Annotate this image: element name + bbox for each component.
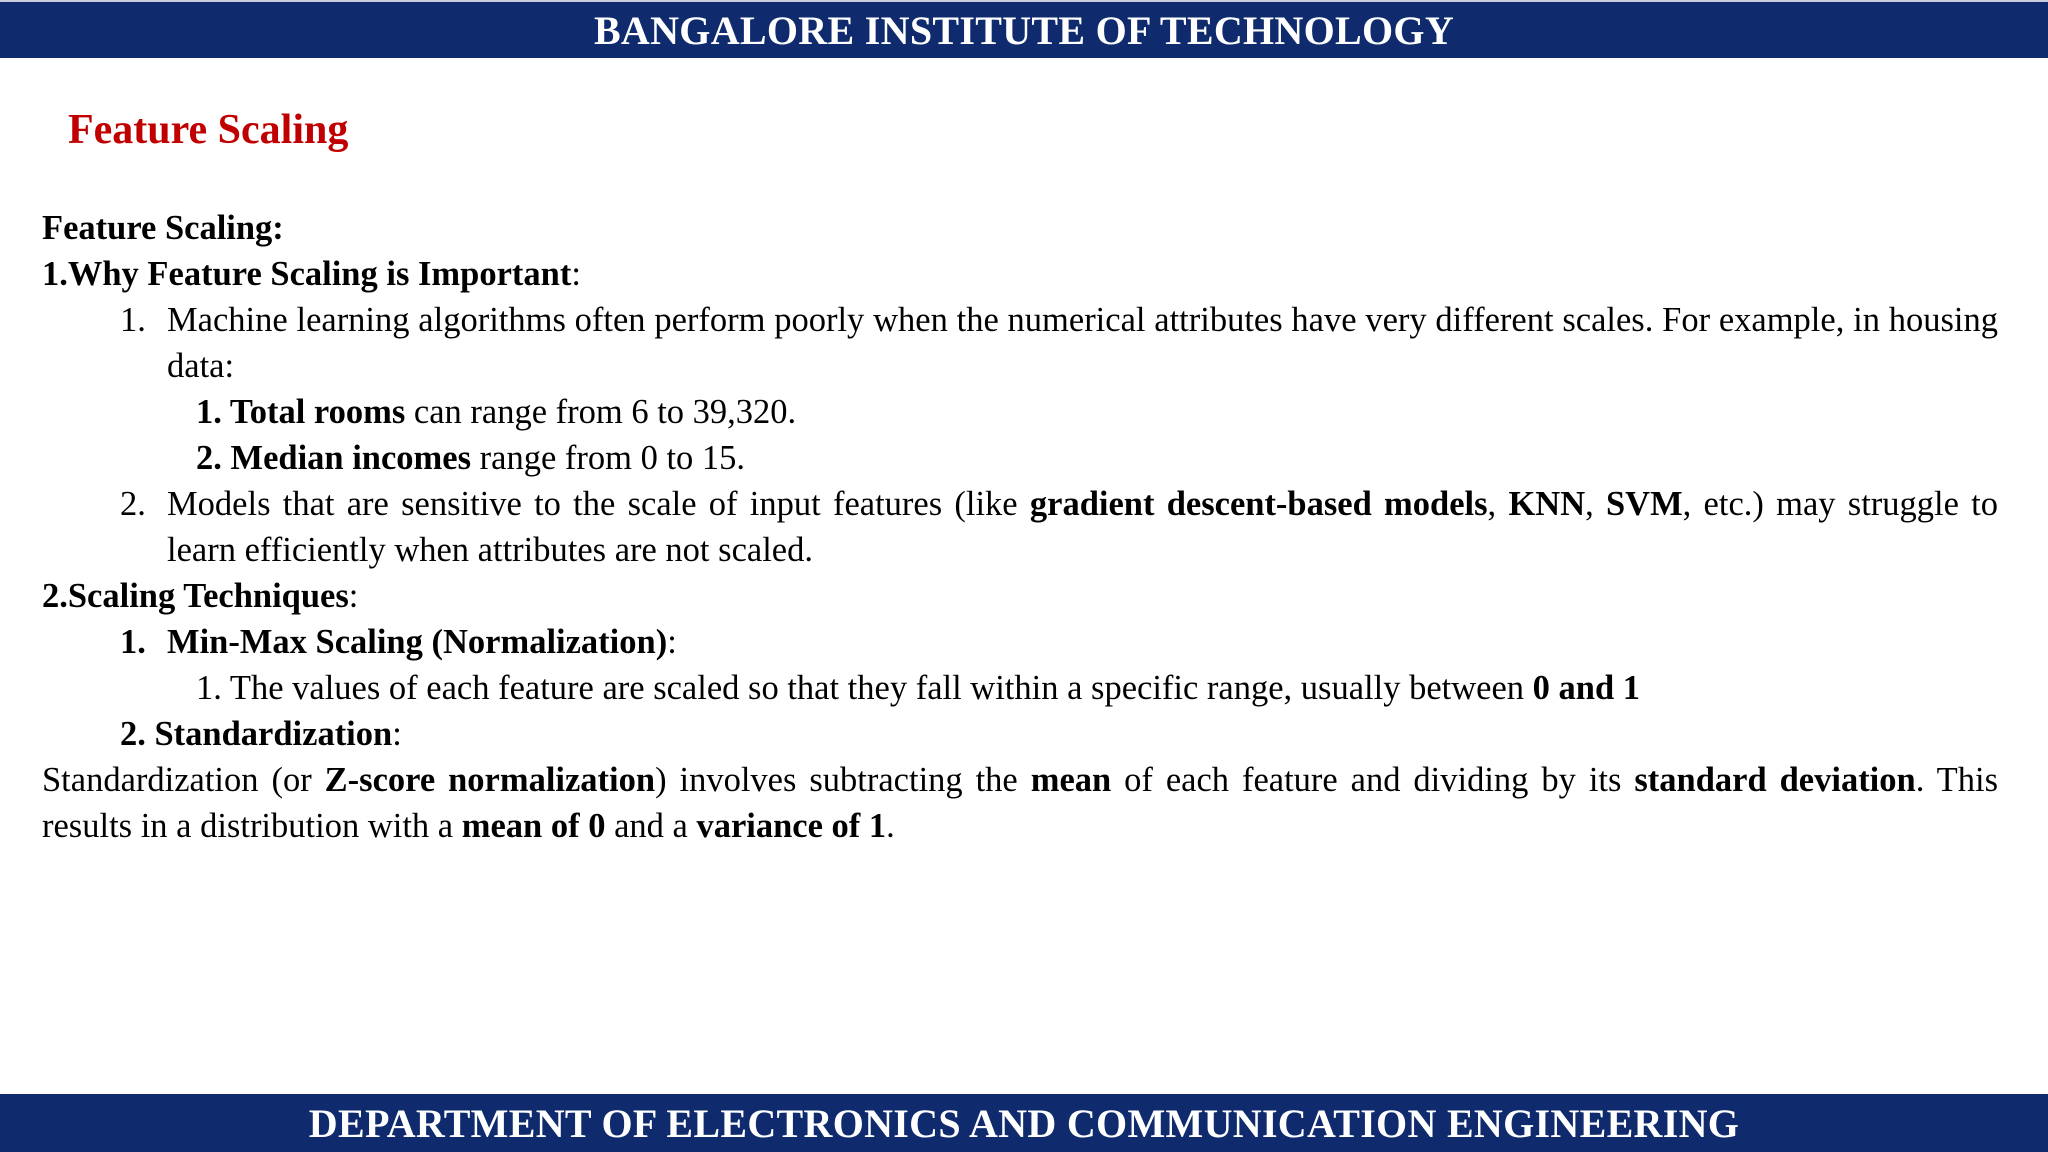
std-t2: ) involves subtracting the: [655, 761, 1031, 799]
total-rooms-text: can range from 6 to 39,320.: [405, 393, 797, 431]
item2-bold-svm: SVM: [1606, 485, 1683, 523]
body-heading: Feature Scaling:: [42, 209, 284, 247]
min-max-point: [42, 665, 1998, 711]
median-incomes-label: 2. Median incomes: [196, 439, 472, 477]
section1-heading: [42, 251, 1998, 297]
section1-colon: :: [571, 255, 581, 293]
item2-text-a: Models that are sensitive to the scale of input features (like: [167, 485, 1030, 523]
tech1-colon: :: [667, 623, 677, 661]
min-max-point-text: 1. The values of each feature are scaled so that they fall within a specific range, usually between: [196, 669, 1533, 707]
example-total-rooms: [42, 389, 1998, 435]
tech1-name: Min-Max Scaling (Normalization): [167, 623, 668, 661]
item1-number: 1.: [120, 301, 146, 339]
section1-item-2: [42, 481, 1998, 573]
tech1-number: 1.: [120, 623, 146, 661]
tech2-colon: :: [392, 715, 402, 753]
std-zscore: Z-score normalization: [324, 761, 656, 799]
std-t3: of each feature and dividing by its: [1111, 761, 1635, 799]
std-mean: mean: [1030, 761, 1112, 799]
std-standard-deviation: standard deviation: [1634, 761, 1916, 799]
std-variance-of-1: variance of 1: [696, 807, 887, 845]
std-t6: .: [886, 807, 895, 845]
min-max-range: 0 and 1: [1532, 669, 1641, 707]
section2-colon: :: [348, 577, 359, 615]
slide-body: [42, 205, 1998, 849]
item2-bold-knn: KNN: [1508, 485, 1586, 523]
item2-sep2: ,: [1585, 485, 1606, 523]
total-rooms-label: 1. Total rooms: [196, 393, 406, 431]
item2-text-b: , etc.) may struggle to learn efficiently when attributes are not scaled.: [167, 485, 1999, 569]
tech2-name: 2. Standardization: [120, 715, 393, 753]
footer-banner: [0, 1094, 2048, 1152]
standardization-description: [42, 757, 1998, 849]
item1-text: Machine learning algorithms often perform poorly when the numerical attributes have very different scales. For example, in housing data:: [167, 301, 1998, 385]
median-incomes-text: range from 0 to 15.: [471, 439, 746, 477]
technique-min-max: [42, 619, 1998, 665]
std-t1: Standardization (or: [42, 761, 325, 799]
item2-number: 2.: [120, 485, 146, 523]
std-t5: and a: [605, 807, 697, 845]
technique-standardization: [42, 711, 1998, 757]
std-t4: . This results in a distribution with a: [42, 761, 1999, 845]
section2-title: 2.Scaling Techniques: [42, 577, 349, 615]
section2-heading: [42, 573, 1998, 619]
item2-bold-gradient: gradient descent-based models: [1029, 485, 1488, 523]
item2-sep1: ,: [1487, 485, 1509, 523]
slide-title: Feature Scaling: [68, 107, 349, 153]
header-banner: [0, 0, 2048, 58]
example-median-incomes: [42, 435, 1998, 481]
section1-title: 1.Why Feature Scaling is Important: [42, 255, 572, 293]
section1-item-1: [42, 297, 1998, 389]
std-mean-of-0: mean of 0: [461, 807, 606, 845]
institute-name: BANGALORE INSTITUTE OF TECHNOLOGY: [593, 7, 1455, 53]
department-name: DEPARTMENT OF ELECTRONICS AND COMMUNICATION ENGINEERING: [308, 1100, 1740, 1146]
